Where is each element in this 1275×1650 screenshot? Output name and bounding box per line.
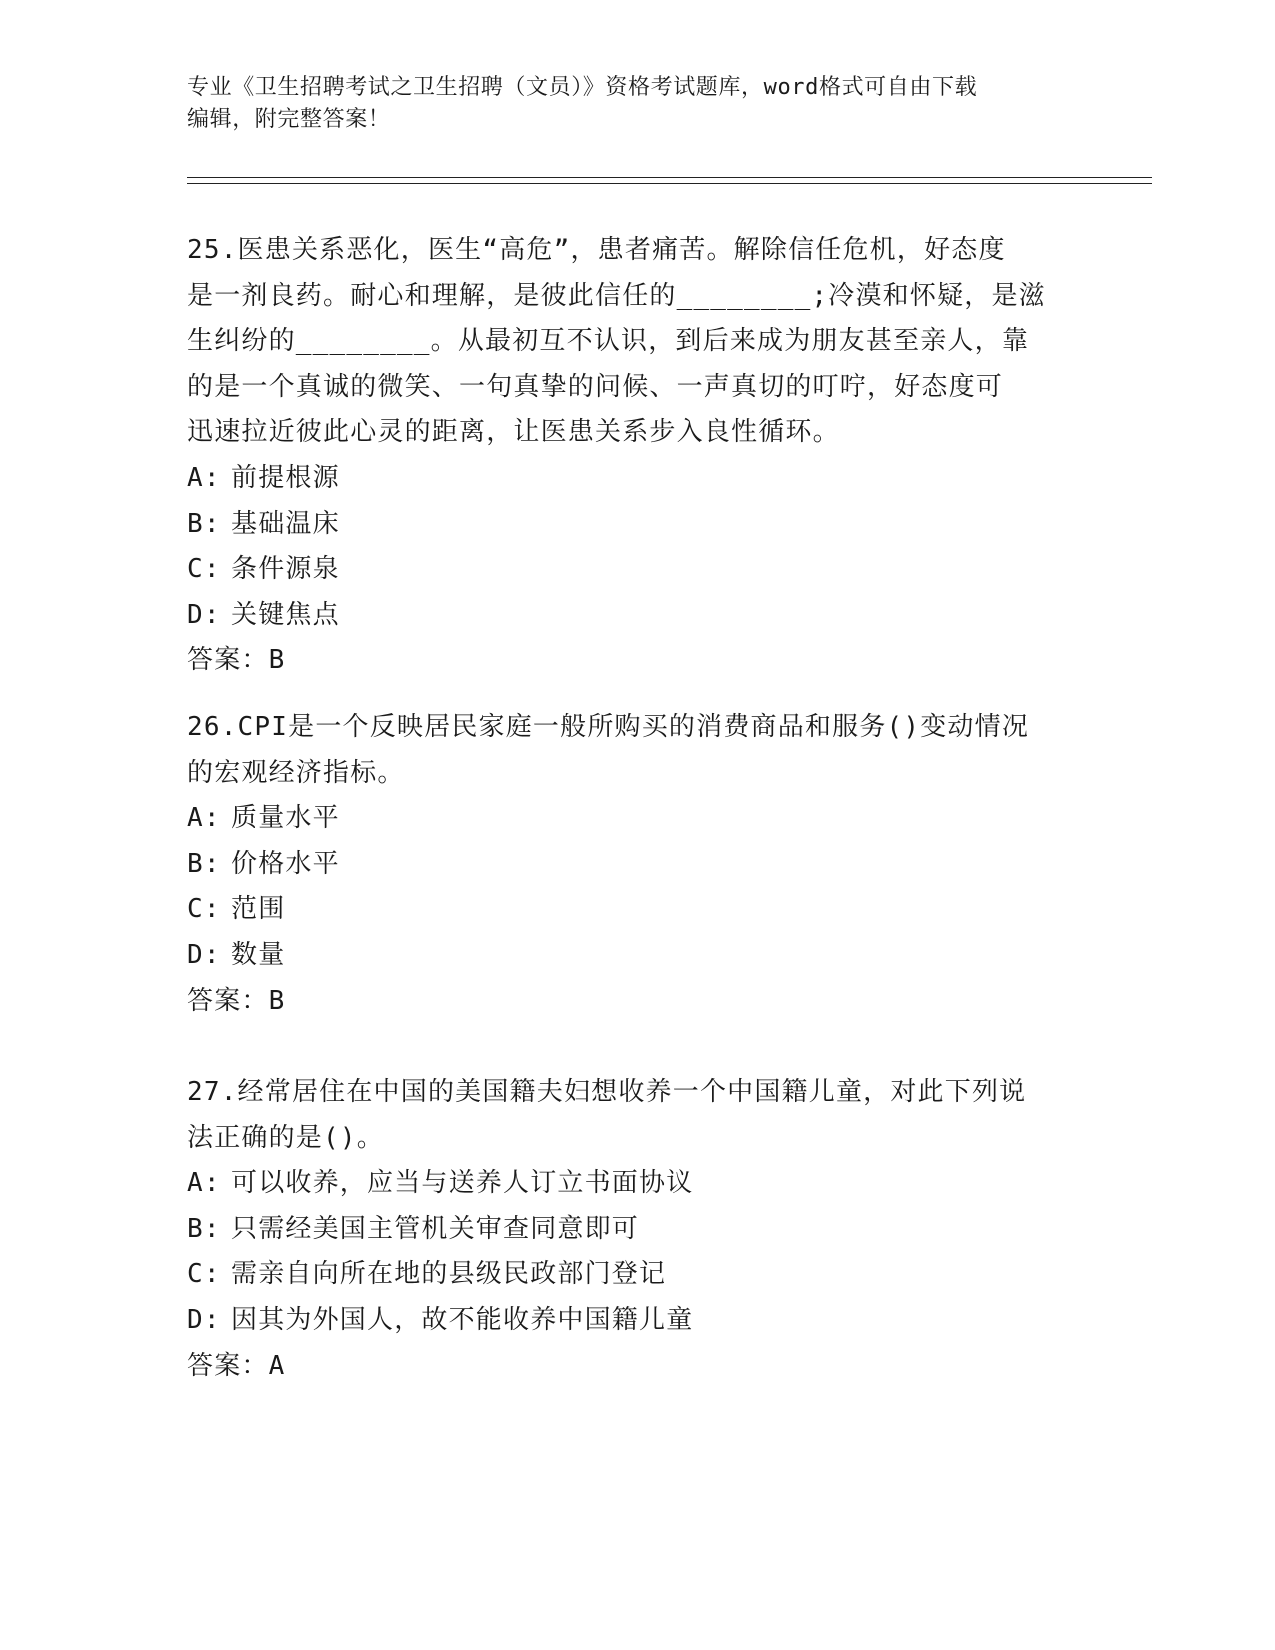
option-c [187,887,1067,933]
option-text: 条件源泉 [231,554,340,585]
document-header [187,72,1067,136]
option-key: A: [187,803,221,834]
stem-line: 生纠纷的________。从最初互不认识，到后来成为朋友甚至亲人，靠 [187,326,1030,357]
option-list [187,796,1067,978]
option-key: B: [187,848,221,879]
option-key: A: [187,1168,221,1199]
question-stem [187,228,1067,456]
option-text: 基础温床 [231,508,340,539]
option-a [187,1161,1067,1207]
option-key: C: [187,554,221,585]
stem-line: 25.医患关系恶化，医生“高危”，患者痛苦。解除信任危机，好态度 [187,235,1006,265]
option-b [187,502,1067,548]
option-text: 因其为外国人，故不能收养中国籍儿童 [231,1304,694,1335]
answer-label: 答案： [187,985,269,1016]
answer-value: A [268,1350,286,1381]
option-key: B: [187,1213,221,1244]
option-text: 前提根源 [231,462,340,493]
option-key: D: [187,599,221,630]
question-26 [187,705,1067,1024]
header-line-2: 编辑，附完整答案！ [187,107,391,132]
answer-value: B [268,985,286,1016]
option-text: 质量水平 [231,803,340,834]
stem-line: 的是一个真诚的微笑、一句真挚的问候、一声真切的叮咛，好态度可 [187,371,1004,402]
option-text: 范围 [231,894,286,925]
answer-value: B [268,645,286,676]
answer-label: 答案： [187,645,269,676]
header-line-1: 专业《卫生招聘考试之卫生招聘（文员）》资格考试题库，word格式可自由下载 [187,75,978,100]
option-b [187,842,1067,888]
question-stem [187,1070,1067,1161]
answer-label: 答案： [187,1350,269,1381]
header-divider-bottom [187,183,1152,184]
question-25 [187,228,1067,684]
stem-line: 26.CPI是一个反映居民家庭一般所购买的消费商品和服务()变动情况 [187,712,1030,742]
stem-line: 迅速拉近彼此心灵的距离，让医患关系步入良性循环。 [187,417,840,448]
option-list [187,456,1067,638]
option-text: 需亲自向所在地的县级民政部门登记 [231,1259,667,1290]
option-a [187,456,1067,502]
option-list [187,1161,1067,1343]
stem-line: 法正确的是()。 [187,1122,384,1153]
option-key: A: [187,462,221,493]
option-b [187,1207,1067,1253]
answer-line [187,979,1067,1025]
answer-line [187,638,1067,684]
stem-line: 27.经常居住在中国的美国籍夫妇想收养一个中国籍儿童，对此下列说 [187,1077,1027,1107]
option-key: C: [187,894,221,925]
stem-line: 是一剂良药。耐心和理解，是彼此信任的________;冷漠和怀疑，是滋 [187,280,1046,311]
option-key: D: [187,1304,221,1335]
option-c [187,547,1067,593]
option-key: D: [187,939,221,970]
answer-line [187,1344,1067,1390]
option-key: C: [187,1259,221,1290]
option-key: B: [187,508,221,539]
stem-line: 的宏观经济指标。 [187,757,405,788]
option-d [187,593,1067,639]
option-d [187,933,1067,979]
option-text: 只需经美国主管机关审查同意即可 [231,1213,640,1244]
option-text: 关键焦点 [231,599,340,630]
option-text: 价格水平 [231,848,340,879]
header-divider-top [187,177,1152,178]
question-stem [187,705,1067,796]
option-c [187,1252,1067,1298]
option-d [187,1298,1067,1344]
option-text: 可以收养，应当与送养人订立书面协议 [231,1168,694,1199]
option-a [187,796,1067,842]
option-text: 数量 [231,939,286,970]
question-27 [187,1070,1067,1389]
